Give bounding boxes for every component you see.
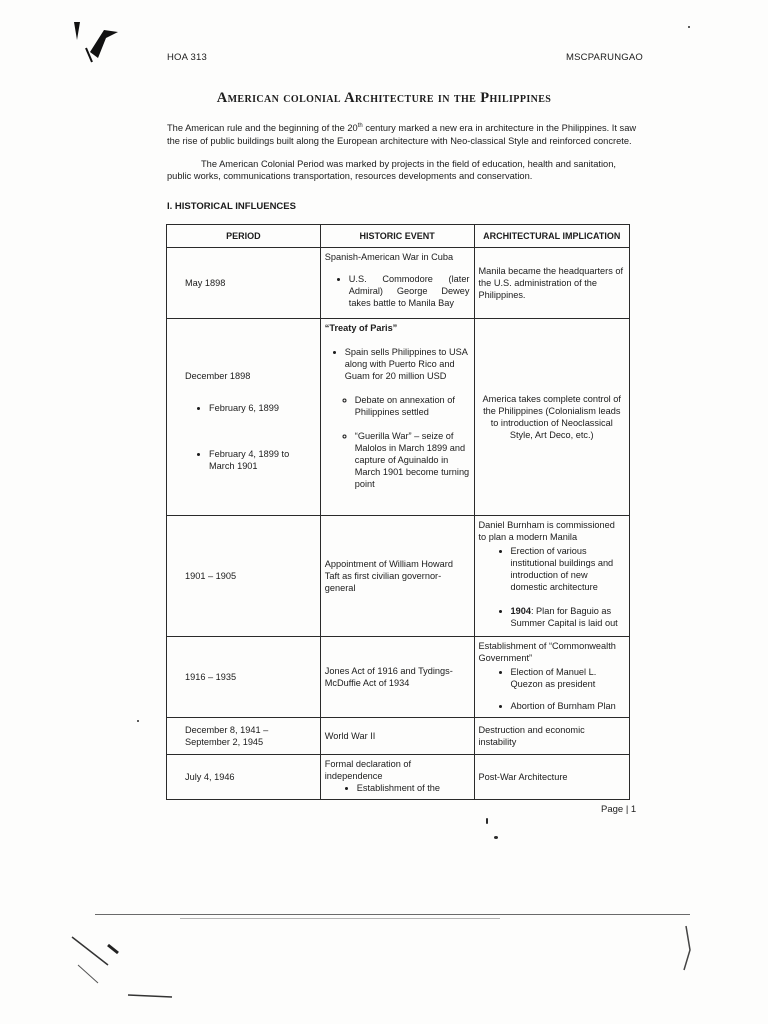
scan-mark-bottom-right	[676, 920, 706, 980]
table-row	[167, 637, 630, 718]
column-header-event: HISTORIC EVENT	[320, 225, 474, 248]
period-cell: May 1898	[167, 248, 321, 319]
scan-mark-top-left	[68, 18, 128, 68]
period-cell: 1916 – 1935	[167, 637, 321, 718]
event-cell: Jones Act of 1916 and Tydings-McDuffie Act of 1934	[320, 637, 474, 718]
implication-cell: Daniel Burnham is commissioned to plan a modern Manila • Erection of various institutional buildings and introduction of new domestic architecture • 1904: Plan for Baguio as Summer Capital is laid out	[474, 516, 630, 637]
page-number: Page | 1	[601, 804, 637, 815]
intro-paragraph-1: The American rule and the beginning of the 20th century marked a new era in architecture in the Philippines. It saw the rise of public buildings built along the European architecture with Neo-classical Style and reinforced concrete.	[167, 123, 637, 146]
table-row	[167, 755, 630, 800]
scan-speck	[494, 836, 498, 839]
event-cell: Formal declaration of independence • Establishment of the	[320, 755, 474, 800]
implication-cell: Establishment of “Commonwealth Government” • Election of Manuel L. Quezon as president • Abortion of Burnham Plan	[474, 637, 630, 718]
event-cell: “Treaty of Paris” • Spain sells Philippines to USA along with Puerto Rico and Guam for 20 million USD ◦ Debate on annexation of Philippines settled ◦ “Guerilla War” – seize of Malolos in March 1899 and capture of Aguinaldo in March 1901 become turning point	[320, 319, 474, 516]
period-cell: December 8, 1941 – September 2, 1945	[167, 718, 321, 755]
column-header-implication: ARCHITECTURAL IMPLICATION	[474, 225, 630, 248]
implication-cell: America takes complete control of the Philippines (Colonialism leads to introduction of Neoclassical Style, Art Deco, etc.)	[474, 319, 630, 516]
table-row	[167, 516, 630, 637]
scan-line-bottom	[95, 914, 690, 915]
period-cell: July 4, 1946	[167, 755, 321, 800]
scan-line-bottom-2	[180, 918, 500, 919]
implication-cell: Destruction and economic instability	[474, 718, 630, 755]
table-row	[167, 718, 630, 755]
implication-cell: Post-War Architecture	[474, 755, 630, 800]
implication-cell: Manila became the headquarters of the U.S. administration of the Philippines.	[474, 248, 630, 319]
table-row	[167, 248, 630, 319]
event-cell: Appointment of William Howard Taft as first civilian governor-general	[320, 516, 474, 637]
author-name: MSCPARUNGAO	[566, 52, 643, 63]
scan-speck	[137, 720, 139, 722]
table-header-row	[167, 225, 630, 248]
section-heading: I. HISTORICAL INFLUENCES	[167, 201, 296, 212]
course-code: HOA 313	[167, 52, 207, 63]
historical-influences-table	[166, 224, 630, 800]
period-cell: 1901 – 1905	[167, 516, 321, 637]
page-title: American colonial Architecture in the Philippines	[216, 90, 552, 106]
scan-mark-bottom-left	[68, 935, 178, 1005]
event-cell: Spanish-American War in Cuba • U.S. Commodore (later Admiral) George Dewey takes battle to Manila Bay	[320, 248, 474, 319]
period-cell: December 1898 • February 6, 1899 • February 4, 1899 to March 1901	[167, 319, 321, 516]
intro-paragraph-2: The American Colonial Period was marked by projects in the field of education, health and sanitation, public works, communications transportation, resources developments and conservation.	[167, 159, 616, 182]
scan-speck	[688, 26, 690, 28]
scan-speck	[486, 818, 488, 824]
table-row	[167, 319, 630, 516]
column-header-period: PERIOD	[167, 225, 321, 248]
event-cell: World War II	[320, 718, 474, 755]
